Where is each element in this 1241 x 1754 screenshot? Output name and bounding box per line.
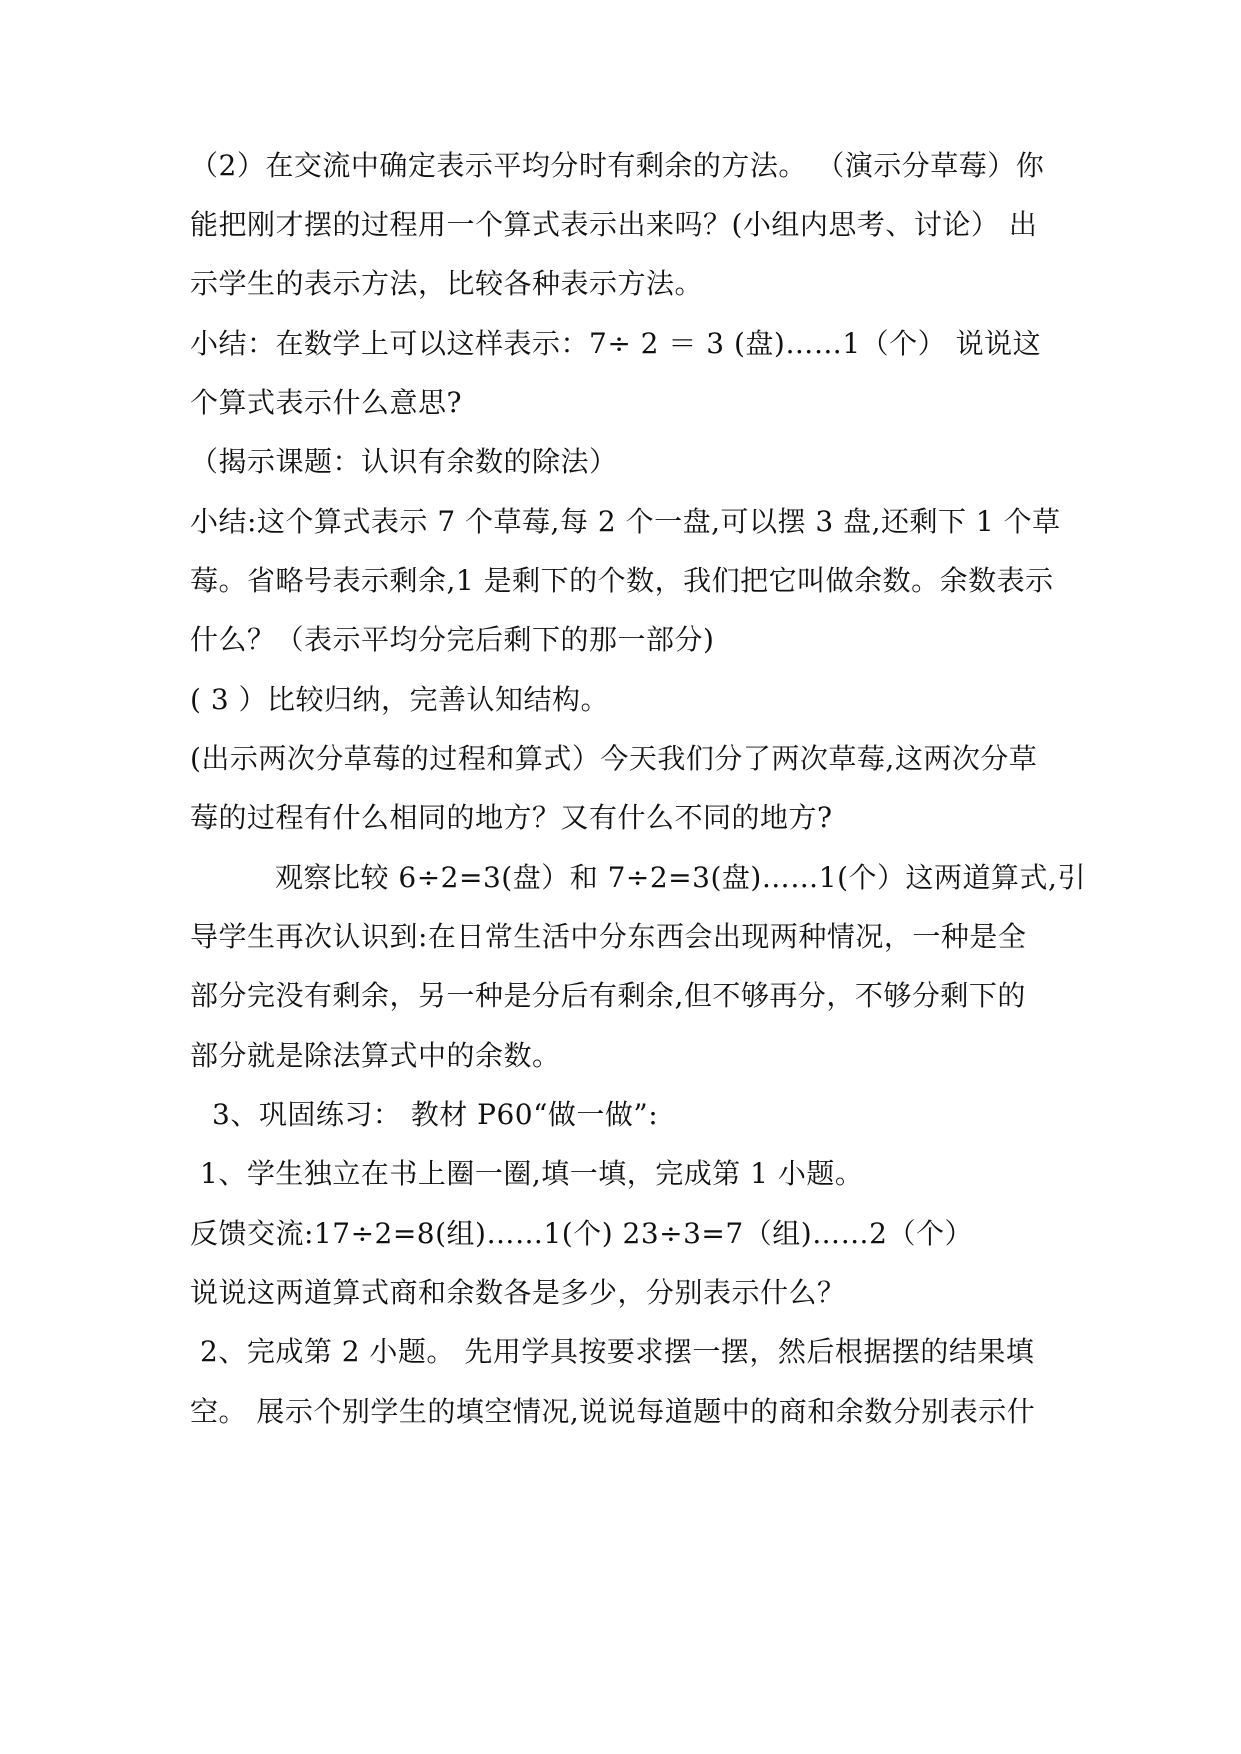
paragraph-line: 小结：在数学上可以这样表示：7÷ 2 ＝ 3 (盘)……1（个） 说说这 bbox=[190, 327, 1042, 360]
paragraph-line: （揭示课题：认识有余数的除法） bbox=[190, 445, 618, 478]
paragraph-line: 能把刚才摆的过程用一个算式表示出来吗？(小组内思考、讨论） 出 bbox=[190, 208, 1038, 241]
paragraph-line: ( 3 ）比较归纳，完善认知结构。 bbox=[190, 683, 610, 716]
paragraph-line: 莓。省略号表示剩余,1 是剩下的个数，我们把它叫做余数。余数表示 bbox=[190, 564, 1054, 597]
paragraph-line: 2、完成第 2 小题。 先用学具按要求摆一摆，然后根据摆的结果填 bbox=[200, 1335, 1035, 1368]
paragraph-line: （2）在交流中确定表示平均分时有剩余的方法。 （演示分草莓）你 bbox=[190, 149, 1045, 182]
paragraph-line: 部分完没有剩余，另一种是分后有剩余,但不够再分，不够分剩下的 bbox=[190, 979, 1026, 1012]
paragraph-line: 反馈交流:17÷2=8(组)……1(个) 23÷3=7（组)……2（个） bbox=[190, 1217, 973, 1250]
paragraph-line: 空。 展示个别学生的填空情况,说说每道题中的商和余数分别表示什 bbox=[190, 1395, 1036, 1428]
paragraph-line: 观察比较 6÷2=3(盘）和 7÷2=3(盘)……1(个）这两道算式,引 bbox=[275, 861, 1086, 894]
paragraph-line: 1、学生独立在书上圈一圈,填一填，完成第 1 小题。 bbox=[200, 1157, 864, 1190]
paragraph-line: 什么？（表示平均分完后剩下的那一部分) bbox=[190, 623, 715, 656]
paragraph-line: 个算式表示什么意思? bbox=[190, 386, 463, 419]
paragraph-line: 部分就是除法算式中的余数。 bbox=[190, 1039, 561, 1072]
paragraph-line: 示学生的表示方法，比较各种表示方法。 bbox=[190, 267, 704, 300]
paragraph-line: 说说这两道算式商和余数各是多少，分别表示什么？ bbox=[190, 1276, 846, 1309]
paragraph-line: 3、巩固练习： 教材 P60“做一做”: bbox=[212, 1098, 659, 1131]
paragraph-line: 小结:这个算式表示 7 个草莓,每 2 个一盘,可以摆 3 盘,还剩下 1 个草 bbox=[190, 505, 1061, 538]
paragraph-line: 莓的过程有什么相同的地方？又有什么不同的地方? bbox=[190, 801, 833, 834]
paragraph-line: 导学生再次认识到:在日常生活中分东西会出现两种情况，一种是全 bbox=[190, 920, 1027, 953]
paragraph-line: (出示两次分草莓的过程和算式）今天我们分了两次草莓,这两次分草 bbox=[190, 742, 1038, 775]
